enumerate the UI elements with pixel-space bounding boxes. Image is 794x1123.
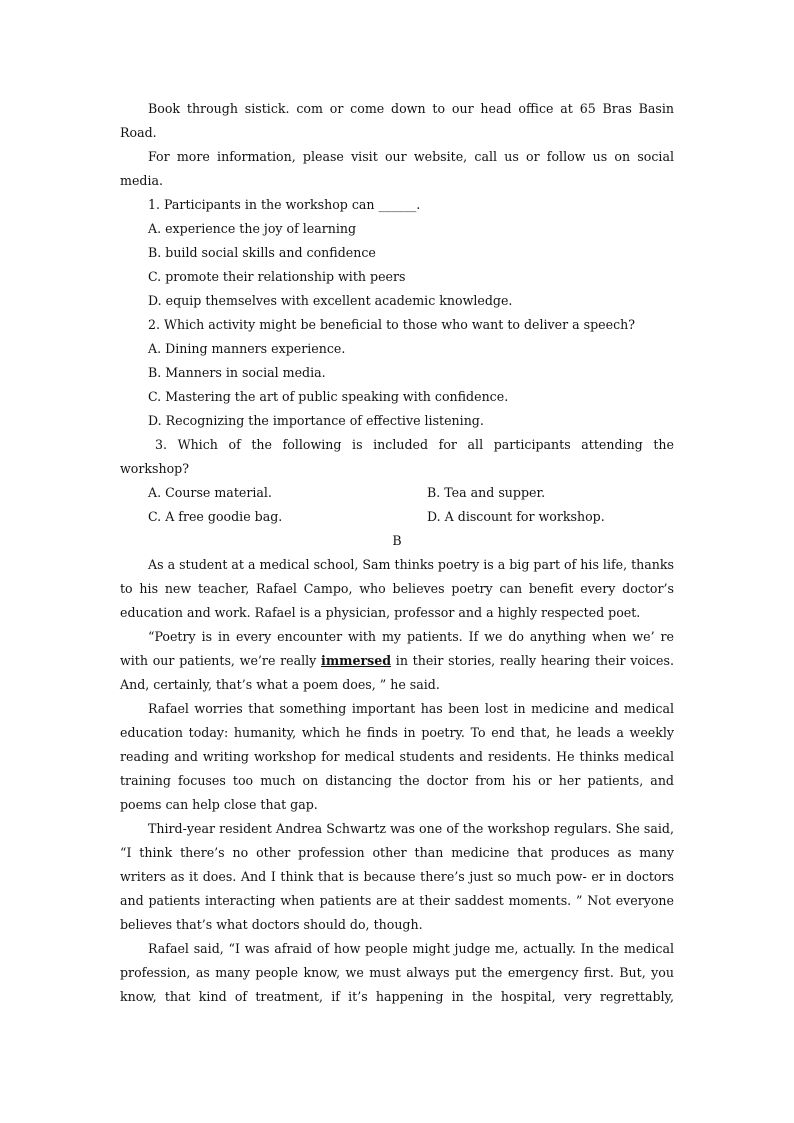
paragraph-2-text-before: “Poetry is in every encounter with my patients. If we do anything when we’ re with our patients, we’re really [120,629,674,668]
passage-paragraph-4: Third-year resident Andrea Schwartz was one of the workshop regulars. She said, “I think there’s no other profession other than medicine that produces as many writers as it does. And I think that is because there’s just so much pow- er in doctors and patients interacting when patients are at their saddest moments. ” Not everyone believes that’s what doctors should do, though. [120,821,674,932]
question-2-option-d: D. Recognizing the importance of effective listening. [148,413,484,428]
info-line: For more information, please visit our website, call us or follow us on social media. [120,149,674,188]
passage-paragraph-1: As a student at a medical school, Sam thinks poetry is a big part of his life, thanks to his new teacher, Rafael Campo, who believes poetry can benefit every doctor’s education and work. Rafael is a physician, professor and a highly respected poet. [120,557,674,620]
question-1-option-a: A. experience the joy of learning [148,221,357,236]
question-3-option-a: A. Course material. [148,485,272,500]
booking-line: Book through sistick. com or come down to our head office at 65 Bras Basin Road. [120,101,674,140]
question-1-option-b: B. build social skills and confidence [148,245,376,260]
question-1-stem: 1. Participants in the workshop can ______. [148,197,421,212]
passage-paragraph-5: Rafael said, “I was afraid of how people might judge me, actually. In the medical profession, as many people know, we must always put the emergency first. But, you know, that kind of treatment, if it’s happening in the hospital, very regrettably, [120,941,674,1004]
question-3-options-row-1 [120,481,674,505]
passage-paragraph-2 [120,625,674,697]
question-1-option-c: C. promote their relationship with peers [148,269,406,284]
paragraph-2-text-after: in their stories, really hearing their voices. And, certainly, that’s what a poem does, ” he said. [120,653,674,692]
question-3-options-row-2 [120,505,674,529]
question-3-stem: 3. Which of the following is included for all participants attending the workshop? [120,437,674,476]
document-page [120,97,674,1009]
question-2-option-a: A. Dining manners experience. [148,341,346,356]
section-b-heading: B [392,533,402,548]
question-2-option-c: C. Mastering the art of public speaking with confidence. [148,389,509,404]
question-3-option-d: D. A discount for workshop. [427,509,605,524]
question-1-option-d: D. equip themselves with excellent academic knowledge. [148,293,513,308]
question-2-option-b: B. Manners in social media. [148,365,326,380]
immersed-keyword: immersed [321,653,392,668]
question-2-stem: 2. Which activity might be beneficial to those who want to deliver a speech? [148,317,635,332]
question-3-option-b: B. Tea and supper. [427,485,546,500]
question-3-option-c: C. A free goodie bag. [148,509,283,524]
passage-paragraph-3: Rafael worries that something important has been lost in medicine and medical education today: humanity, which he finds in poetry. To end that, he leads a weekly reading and writing workshop for medical students and residents. He thinks medical training focuses too much on distancing the doctor from his or her patients, and poems can help close that gap. [120,701,674,812]
